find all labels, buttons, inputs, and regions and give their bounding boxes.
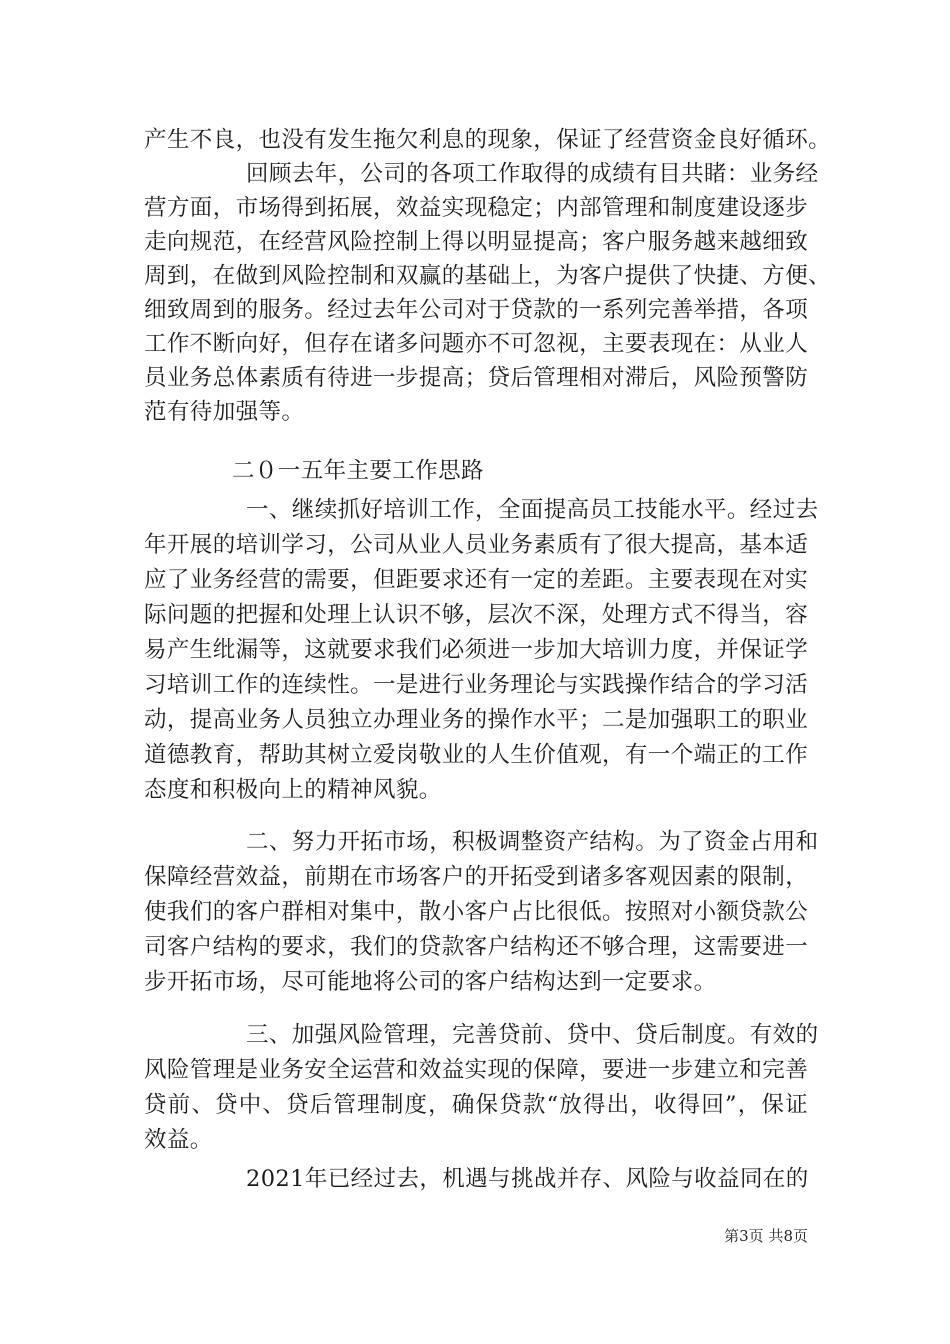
paragraph-line: 效益。: [144, 1127, 213, 1153]
paragraph-line: 二、努力开拓市场，积极调整资产结构。为了资金占用和: [246, 829, 819, 855]
paragraph-line: 保障经营效益，前期在市场客户的开拓受到诸多客观因素的限制，: [144, 864, 809, 890]
paragraph-line: 习培训工作的连续性。一是进行业务理论与实践操作结合的学习活: [144, 672, 809, 698]
paragraph-line: 易产生纰漏等，这就要求我们必须进一步加大培训力度，并保证学: [144, 637, 809, 663]
paragraph-line: 道德教育，帮助其树立爱岗敬业的人生价值观，有一个端正的工作: [144, 742, 809, 768]
paragraph-line: 动，提高业务人员独立办理业务的操作水平；二是加强职工的职业: [144, 707, 809, 733]
paragraph-line: 员业务总体素质有待进一步提高；贷后管理相对滞后，风险预警防: [144, 365, 809, 391]
paragraph-line: 2021年已经过去，机遇与挑战并存、风险与收益同在的: [246, 1166, 809, 1192]
paragraph-line: 司客户结构的要求，我们的贷款客户结构还不够合理，这需要进一: [144, 934, 809, 960]
paragraph-line: 态度和积极向上的精神风貌。: [144, 777, 442, 803]
paragraph-line: 三、加强风险管理，完善贷前、贷中、贷后制度。有效的: [246, 1022, 819, 1048]
paragraph-line: 际问题的把握和处理上认识不够，层次不深，处理方式不得当，容: [144, 602, 809, 628]
paragraph-line: 应了业务经营的需要，但距要求还有一定的差距。主要表现在对实: [144, 567, 809, 593]
paragraph-line: 工作不断向好，但存在诸多问题亦不可忽视，主要表现在：从业人: [144, 331, 809, 357]
paragraph-line: 使我们的客户群相对集中，散小客户占比很低。按照对小额贷款公: [144, 899, 809, 925]
paragraph-line: 营方面，市场得到拓展，效益实现稳定；内部管理和制度建设逐步: [144, 195, 809, 221]
section-heading: 二０一五年主要工作思路: [232, 458, 484, 484]
paragraph-line: 风险管理是业务安全运营和效益实现的保障，要进一步建立和完善: [144, 1057, 809, 1083]
paragraph-line: 回顾去年，公司的各项工作取得的成绩有目共睹：业务经: [246, 161, 819, 187]
page-number-footer: 第3页 共8页: [724, 1227, 808, 1245]
paragraph-line: 产生不良，也没有发生拖欠利息的现象，保证了经营资金良好循环。: [144, 127, 832, 153]
paragraph-line: 一、继续抓好培训工作，全面提高员工技能水平。经过去: [246, 497, 819, 523]
paragraph-line: 细致周到的服务。经过去年公司对于贷款的一系列完善举措，各项: [144, 297, 809, 323]
paragraph-line: 步开拓市场，尽可能地将公司的客户结构达到一定要求。: [144, 969, 717, 995]
paragraph-line: 年开展的培训学习，公司从业人员业务素质有了很大提高，基本适: [144, 532, 809, 558]
paragraph-line: 周到，在做到风险控制和双赢的基础上，为客户提供了快捷、方便、: [144, 263, 832, 289]
paragraph-line: 范有待加强等。: [144, 399, 305, 425]
paragraph-line: 贷前、贷中、贷后管理制度，确保贷款“放得出，收得回”，保证: [144, 1092, 808, 1118]
paragraph-line: 走向规范，在经营风险控制上得以明显提高；客户服务越来越细致: [144, 229, 809, 255]
